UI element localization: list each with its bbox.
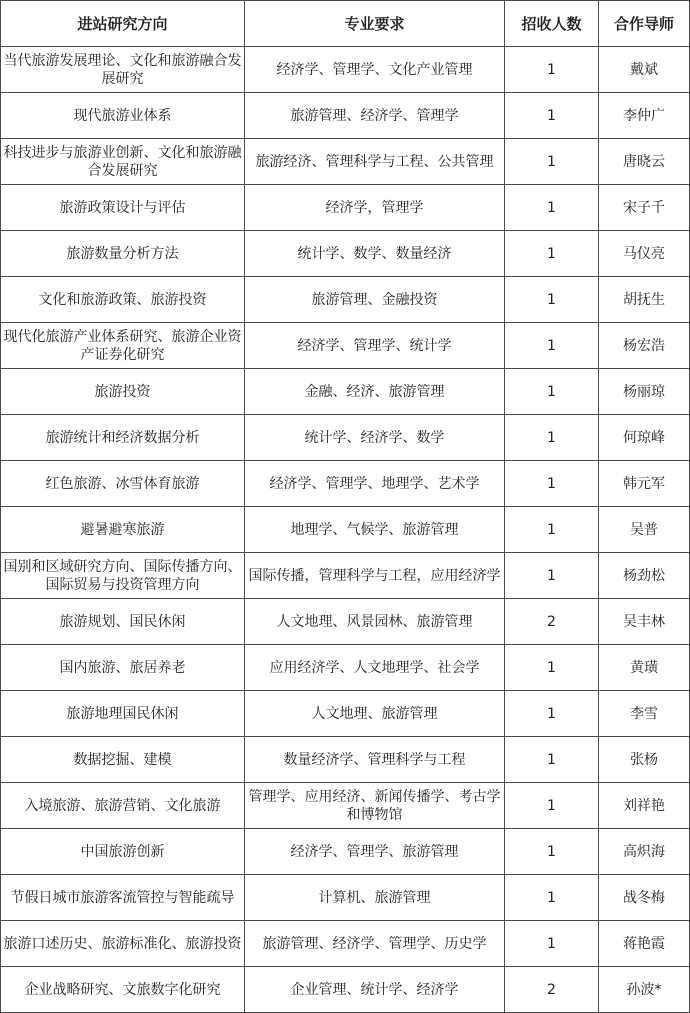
table-row bbox=[1, 323, 690, 369]
cell-direction: 节假日城市旅游客流管控与智能疏导 bbox=[1, 875, 245, 921]
cell-major: 旅游管理、经济学、管理学、历史学 bbox=[245, 921, 505, 967]
cell-mentor: 韩元军 bbox=[599, 461, 690, 507]
cell-mentor: 高炽海 bbox=[599, 829, 690, 875]
table-row bbox=[1, 507, 690, 553]
cell-count: 1 bbox=[505, 875, 599, 921]
cell-count: 2 bbox=[505, 967, 599, 1013]
cell-major: 统计学、经济学、数学 bbox=[245, 415, 505, 461]
cell-direction: 旅游规划、国民休闲 bbox=[1, 599, 245, 645]
cell-major: 经济学、管理学、统计学 bbox=[245, 323, 505, 369]
cell-direction: 旅游统计和经济数据分析 bbox=[1, 415, 245, 461]
cell-mentor: 杨宏浩 bbox=[599, 323, 690, 369]
cell-direction: 科技进步与旅游业创新、文化和旅游融合发展研究 bbox=[1, 139, 245, 185]
cell-count: 1 bbox=[505, 415, 599, 461]
cell-mentor: 何琼峰 bbox=[599, 415, 690, 461]
cell-mentor: 李仲广 bbox=[599, 93, 690, 139]
cell-count: 1 bbox=[505, 645, 599, 691]
header-direction: 进站研究方向 bbox=[1, 1, 245, 47]
cell-mentor: 孙波* bbox=[599, 967, 690, 1013]
cell-count: 1 bbox=[505, 737, 599, 783]
cell-mentor: 吴丰林 bbox=[599, 599, 690, 645]
cell-major: 旅游经济、管理科学与工程、公共管理 bbox=[245, 139, 505, 185]
cell-count: 1 bbox=[505, 829, 599, 875]
cell-count: 1 bbox=[505, 139, 599, 185]
header-major: 专业要求 bbox=[245, 1, 505, 47]
cell-direction: 文化和旅游政策、旅游投资 bbox=[1, 277, 245, 323]
cell-major: 国际传播，管理科学与工程，应用经济学 bbox=[245, 553, 505, 599]
cell-count: 1 bbox=[505, 231, 599, 277]
cell-major: 旅游管理、经济学、管理学 bbox=[245, 93, 505, 139]
cell-count: 1 bbox=[505, 369, 599, 415]
cell-mentor: 杨劲松 bbox=[599, 553, 690, 599]
table-row bbox=[1, 415, 690, 461]
table-row bbox=[1, 47, 690, 93]
cell-mentor: 战冬梅 bbox=[599, 875, 690, 921]
cell-major: 金融、经济、旅游管理 bbox=[245, 369, 505, 415]
cell-direction: 旅游投资 bbox=[1, 369, 245, 415]
cell-major: 经济学、管理学、文化产业管理 bbox=[245, 47, 505, 93]
table-row bbox=[1, 921, 690, 967]
cell-count: 1 bbox=[505, 783, 599, 829]
cell-count: 1 bbox=[505, 921, 599, 967]
table-row bbox=[1, 369, 690, 415]
table-row bbox=[1, 737, 690, 783]
cell-major: 计算机、旅游管理 bbox=[245, 875, 505, 921]
cell-mentor: 唐晓云 bbox=[599, 139, 690, 185]
cell-direction: 红色旅游、冰雪体育旅游 bbox=[1, 461, 245, 507]
cell-count: 1 bbox=[505, 691, 599, 737]
cell-count: 1 bbox=[505, 93, 599, 139]
cell-direction: 旅游口述历史、旅游标准化、旅游投资 bbox=[1, 921, 245, 967]
header-count: 招收人数 bbox=[505, 1, 599, 47]
cell-count: 1 bbox=[505, 461, 599, 507]
table-row bbox=[1, 277, 690, 323]
cell-direction: 数据挖掘、建模 bbox=[1, 737, 245, 783]
cell-mentor: 吴普 bbox=[599, 507, 690, 553]
table-row bbox=[1, 967, 690, 1013]
header-mentor: 合作导师 bbox=[599, 1, 690, 47]
header-row bbox=[1, 1, 690, 47]
table-row bbox=[1, 93, 690, 139]
table-row bbox=[1, 461, 690, 507]
cell-major: 经济学、管理学、旅游管理 bbox=[245, 829, 505, 875]
table-row bbox=[1, 783, 690, 829]
cell-major: 数量经济学、管理科学与工程 bbox=[245, 737, 505, 783]
cell-direction: 入境旅游、旅游营销、文化旅游 bbox=[1, 783, 245, 829]
cell-direction: 旅游地理国民休闲 bbox=[1, 691, 245, 737]
table-row bbox=[1, 185, 690, 231]
cell-direction: 旅游数量分析方法 bbox=[1, 231, 245, 277]
table-row bbox=[1, 645, 690, 691]
table-row bbox=[1, 231, 690, 277]
cell-mentor: 戴斌 bbox=[599, 47, 690, 93]
cell-direction: 当代旅游发展理论、文化和旅游融合发展研究 bbox=[1, 47, 245, 93]
cell-mentor: 黄璜 bbox=[599, 645, 690, 691]
cell-count: 1 bbox=[505, 185, 599, 231]
cell-mentor: 胡抚生 bbox=[599, 277, 690, 323]
cell-count: 1 bbox=[505, 47, 599, 93]
cell-major: 人文地理、旅游管理 bbox=[245, 691, 505, 737]
cell-direction: 现代旅游业体系 bbox=[1, 93, 245, 139]
cell-direction: 旅游政策设计与评估 bbox=[1, 185, 245, 231]
cell-direction: 避暑避寒旅游 bbox=[1, 507, 245, 553]
cell-count: 2 bbox=[505, 599, 599, 645]
table-row bbox=[1, 829, 690, 875]
cell-direction: 企业战略研究、文旅数字化研究 bbox=[1, 967, 245, 1013]
cell-major: 地理学、气候学、旅游管理 bbox=[245, 507, 505, 553]
cell-direction: 国内旅游、旅居养老 bbox=[1, 645, 245, 691]
cell-mentor: 马仪亮 bbox=[599, 231, 690, 277]
cell-direction: 国别和区域研究方向、国际传播方向、国际贸易与投资管理方向 bbox=[1, 553, 245, 599]
table-body bbox=[1, 47, 690, 1013]
cell-count: 1 bbox=[505, 507, 599, 553]
cell-major: 统计学、数学、数量经济 bbox=[245, 231, 505, 277]
cell-mentor: 杨丽琼 bbox=[599, 369, 690, 415]
cell-direction: 现代化旅游产业体系研究、旅游企业资产证券化研究 bbox=[1, 323, 245, 369]
table-row bbox=[1, 553, 690, 599]
cell-count: 1 bbox=[505, 553, 599, 599]
cell-mentor: 张杨 bbox=[599, 737, 690, 783]
table-row bbox=[1, 875, 690, 921]
cell-major: 管理学、应用经济、新闻传播学、考古学和博物馆 bbox=[245, 783, 505, 829]
cell-major: 旅游管理、金融投资 bbox=[245, 277, 505, 323]
cell-mentor: 刘祥艳 bbox=[599, 783, 690, 829]
cell-mentor: 宋子千 bbox=[599, 185, 690, 231]
cell-count: 1 bbox=[505, 323, 599, 369]
table-row bbox=[1, 139, 690, 185]
cell-major: 经济学，管理学 bbox=[245, 185, 505, 231]
cell-count: 1 bbox=[505, 277, 599, 323]
cell-mentor: 李雪 bbox=[599, 691, 690, 737]
cell-major: 经济学、管理学、地理学、艺术学 bbox=[245, 461, 505, 507]
cell-major: 人文地理、风景园林、旅游管理 bbox=[245, 599, 505, 645]
cell-major: 应用经济学、人文地理学、社会学 bbox=[245, 645, 505, 691]
table-row bbox=[1, 691, 690, 737]
table-row bbox=[1, 599, 690, 645]
cell-mentor: 蒋艳霞 bbox=[599, 921, 690, 967]
cell-major: 企业管理、统计学、经济学 bbox=[245, 967, 505, 1013]
cell-direction: 中国旅游创新 bbox=[1, 829, 245, 875]
